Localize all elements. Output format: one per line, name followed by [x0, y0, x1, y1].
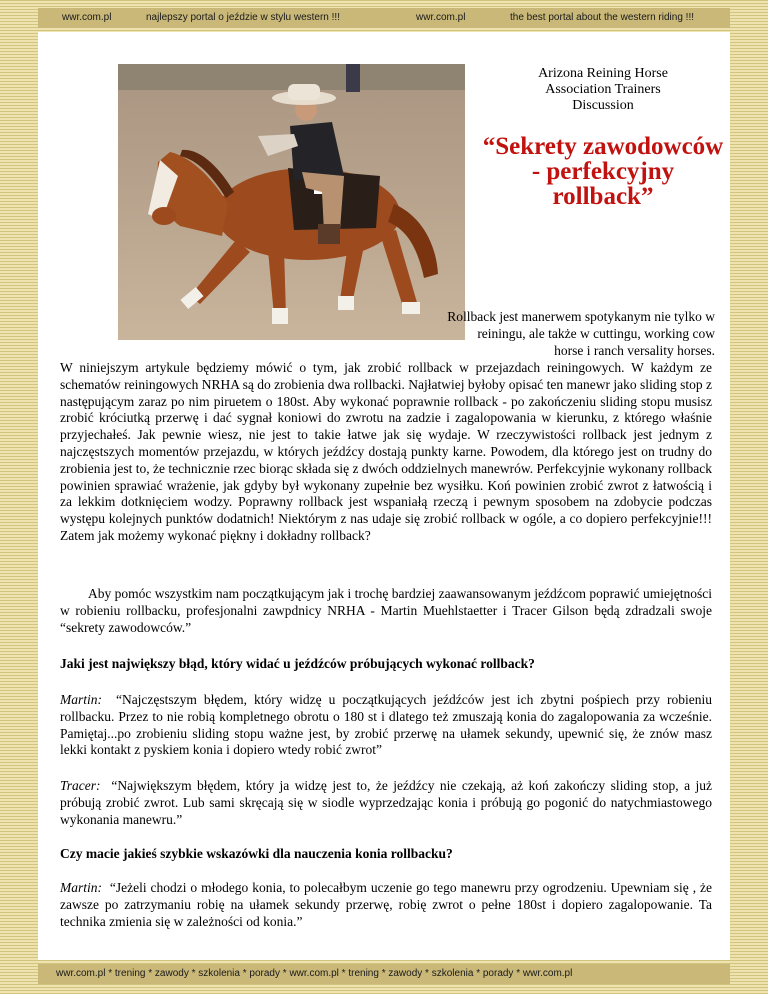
- header-site-link-2[interactable]: wwr.com.pl: [416, 12, 466, 23]
- header-bar: [38, 8, 730, 28]
- header-slogan-en: the best portal about the western riding !!!: [510, 12, 694, 23]
- answer-tracer-1-text: “Największym błędem, który ja widzę jest to, że jeźdźcy nie czekają, aż koń zakończy sliding stop, a już próbują zrobić zwrot. Lub sami skręcają się w siodle wyprzedzając konia i próbują go pogonić do natychmiastowego wykonania manewru.”: [60, 778, 713, 827]
- organization-line-3: Discussion: [572, 98, 634, 113]
- answer-martin-2-text: “Jeżeli chodzi o młodego konia, to polecałbym uczenie go tego manewru przy ogrodzeniu. Upewniam się , że zawsze po zatrzymaniu robię na ułamek sekundy przerwę, robię zwrot o pełne 180st i dopiero zagalopowanie. Ta technika zmienia się w zależności od konia.”: [60, 880, 712, 929]
- article-title: “Sekrety zawodowców - perfekcyjny rollback”: [482, 133, 724, 210]
- header-slogan-pl: najlepszy portal o jeździe w stylu western !!!: [146, 12, 340, 23]
- answer-tracer-1: [60, 778, 712, 828]
- question-1: Jaki jest największy błąd, który widać u jeźdźców próbujących wykonać rollback?: [60, 656, 535, 671]
- speaker-label-tracer: Tracer:: [60, 778, 101, 793]
- paragraph-2: Aby pomóc wszystkim nam początkującym jak i trochę bardziej zaawansowanym jeźdźcom poprawić umiejętności w robieniu rollbacku, profesjonalni zawpdnicy NRHA - Martin Muehlstaetter i Tracer Gilson będą zdradzali swoje “sekrety zawodowców.”: [60, 586, 712, 635]
- rider-horse-photo: [118, 64, 465, 340]
- answer-martin-1: [60, 692, 712, 759]
- article-heading: [480, 66, 726, 209]
- footer-links[interactable]: wwr.com.pl * trening * zawody * szkolenia * porady * wwr.com.pl * trening * zawody * szkolenia * porady * wwr.com.pl: [56, 968, 573, 979]
- speaker-label-martin-2: Martin:: [60, 880, 102, 895]
- header-site-link[interactable]: wwr.com.pl: [62, 12, 112, 23]
- answer-martin-2: [60, 880, 712, 930]
- answer-martin-1-text: “Najczęstszym błędem, który widzę u początkujących jeźdźców jest ich zbytni pośpiech przy robieniu rollbacku. Przez to nie robią kompletnego obrotu o 180 st i dlatego też zmuszają konia do zagalopowania za wcześnie. Pamiętaj...po zrobieniu sliding stopu ważne jest, by zrobić przerwę na ułamek sekundy, upewnić się, że znów masz lekki kontakt z pyskiem konia i dopiero wtedy robić zwrot”: [60, 692, 713, 758]
- paragraph-1: W niniejszym artykule będziemy mówić o tym, jak zrobić rollback w przejazdach reiningowych. W każdym ze schematów reiningowych NRHA są do zrobienia dwa rollbacki. Najłatwiej byłoby opisać ten manewr jako sliding stop z następującym zaraz po nim piruetem o 180st. Aby wykonać poprawnie rollback - po zakończeniu sliding stopu musisz zrobić króciutką przerwę i dać sygnał koniowi do zwrotu na zadzie i zagalopowania w kierunku, z którego właśnie przyjechałeś. Jak pewnie wiesz, nie jest to takie łatwe jak się wydaje. W rzeczywistości rollback jest jednym z najczęstszych momentów przejazdu, w których jeźdźcy dostają punkty karne. Powodem, dla którego jest on trudny do zrobienia jest to, że technicznie rzec biorąc składa się z dwóch oddzielnych manewrów. Perfekcyjnie wykonany rollback powinien sprawiać wrażenie, jak gdyby był wykonany zupełnie bez wysiłku. Koń powinien zrobić zwrot z łatwością i za lekkim dotknięciem wodzy. Poprawny rollback jest wspaniałą rzeczą i pewnym sposobem na zdobycie podczas występu kolejnych punktów dodatnich! Niektórym z nas udaje się zrobić rollback w ogóle, a co dopiero perfekcyjnie!!! Zatem jak możemy wykonać piękny i dokładny rollback?: [60, 360, 712, 543]
- footer-bar: [38, 964, 730, 984]
- organization-line-1: Arizona Reining Horse: [538, 66, 668, 81]
- intro-paragraph: Rollback jest manerwem spotykanym nie tylko w reiningu, ale także w cuttingu, working cow horse i ranch versality horses.: [447, 309, 715, 358]
- organization-line-2: Association Trainers: [545, 82, 661, 97]
- speaker-label-martin: Martin:: [60, 692, 102, 707]
- question-2: Czy macie jakieś szybkie wskazówki dla nauczenia konia rollbacku?: [60, 846, 453, 861]
